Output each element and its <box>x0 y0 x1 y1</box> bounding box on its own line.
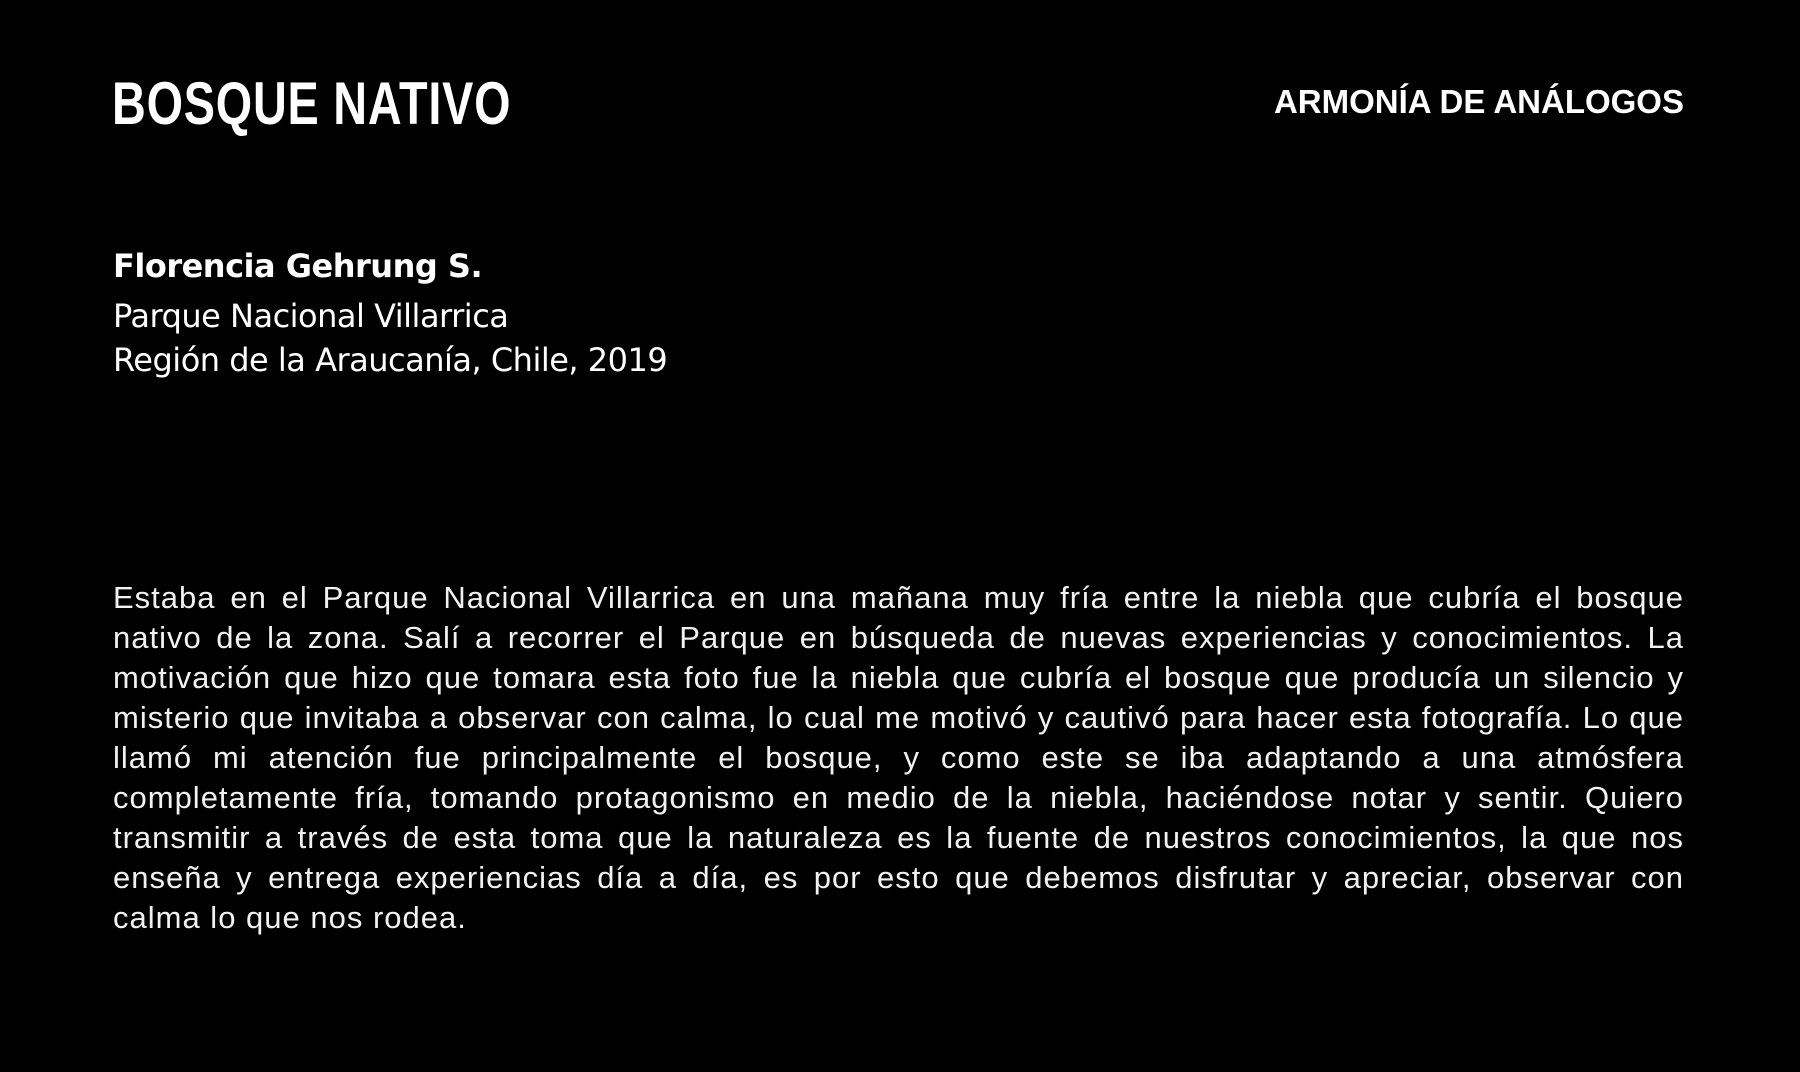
description-text: Estaba en el Parque Nacional Villarrica en una mañana muy fría entre la niebla que cubría el bosque nativo de la zona. Salí a recorrer el Parque en búsqueda de nuevas experiencias y conocimientos. La motivación que hizo que tomara esta foto fue la niebla que cubría el bosque que producía un silencio y misterio que invitaba a observar con calma, lo cual me motivó y cautivó para hacer esta fotografía. Lo que llamó mi atención fue principalmente el bosque, y como este se iba adaptando a una atmósfera completamente fría, tomando protagonismo en medio de la niebla, haciéndose notar y sentir. Quiero transmitir a través de esta toma que la naturaleza es la fuente de nuestros conocimientos, la que nos enseña y entrega experiencias día a día, es por esto que debemos disfrutar y apreciar, observar con calma lo que nos rodea. <box>113 580 1684 935</box>
photo-credits <box>113 244 667 382</box>
series-title: ARMONÍA DE ANÁLOGOS <box>1273 83 1684 120</box>
author-name: Florencia Gehrung S. <box>113 247 483 285</box>
page-title: BOSQUE NATIVO <box>112 70 512 137</box>
location: Parque Nacional Villarrica <box>113 297 509 335</box>
region-year: Región de la Araucanía, Chile, 2019 <box>113 341 668 379</box>
